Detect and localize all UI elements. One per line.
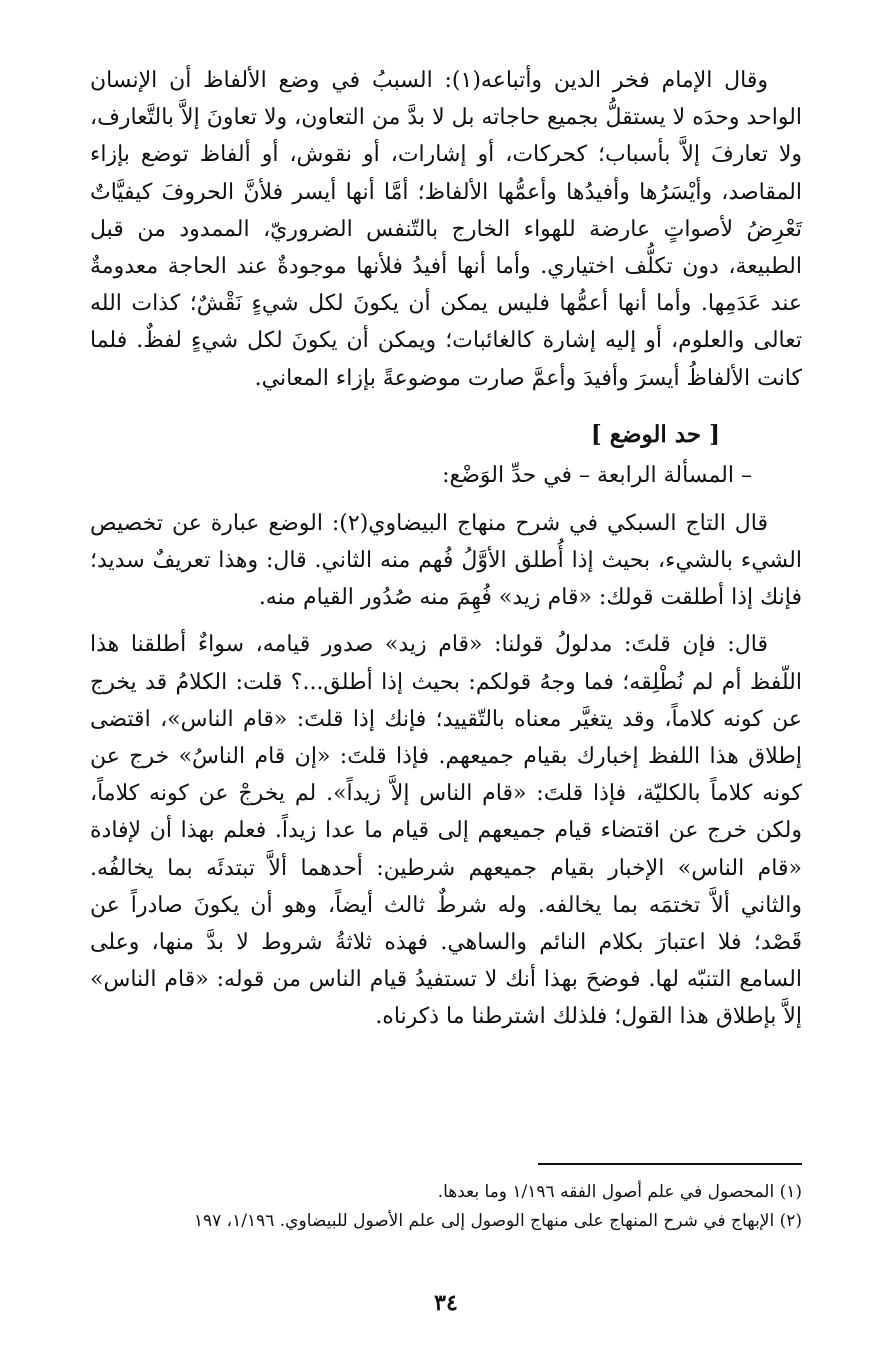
footnote-divider xyxy=(538,1163,802,1165)
spacer xyxy=(90,616,802,626)
paragraph-definition: قال التاج السبكي في شرح منهاج البيضاوي(٢): الوضع عبارة عن تخصيص الشيء بالشيء، بحيث إذا أُطلق الأوَّلُ فُهم منه الثاني. قال: وهذا تعريفٌ سديد؛ فإنك إذا أطلقت قولك: «قام زيد» فُهِمَ منه صُدُور القيام منه. xyxy=(90,510,802,611)
section-subheading: – المسألة الرابعة – في حدِّ الوَضْع: xyxy=(442,462,752,488)
footnotes xyxy=(90,1178,802,1236)
section-heading: [ حد الوضع ] xyxy=(590,420,720,448)
footnote-1: (١) المحصول في علم أصول الفقه ١/١٩٦ وما بعدها. xyxy=(437,1182,802,1202)
page-number: ٣٤ xyxy=(434,1290,458,1316)
paragraph-origin-of-words: وقال الإمام فخر الدين وأتباعه(١): السببُ في وضع الألفاظ أن الإنسان الواحد وحدَه لا يستقلُّ بجميع حاجاته بل لا بدَّ من التعاون، ولا تعاونَ إلاَّ بالتَّعارف، ولا تعارفَ إلاَّ بأسباب؛ كحركات، أو إشارات، أو نقوش، أو ألفاظ توضع بإزاء المقاصد، وأيْسَرُها وأفيدُها وأعمُّها الألفاظ؛ أمَّا أنها أيسر فلأنَّ الحروفَ كيفيَّاتٌ تَعْرِضُ لأصواتٍ عارضة للهواء الخارج بالتّنفس الضروريّ، الممدود من قبل الطبيعة، دون تكلُّف اختياري. وأما أنها أفيدُ فلأنها موجودةٌ عند الحاجة معدومةٌ عند عَدَمِها. وأما أنها أعمُّها فليس يمكن أن يكونَ لكل شيءٍ نَقْشٌ؛ كذات الله تعالى والعلوم، أو إليه إشارة كالغائبات؛ ويمكن أن يكونَ لكل شيءٍ لفظٌ. فلما كانت الألفاظُ أيسرَ وأفيدَ وأعمَّ صارت موضوعةً بإزاء المعاني. xyxy=(90,68,802,391)
page-body xyxy=(90,62,802,1352)
footnote-2: (٢) الإبهاج في شرح المنهاج على منهاج الوصول إلى علم الأصول للبيضاوي. ١/١٩٦، ١٩٧ xyxy=(193,1211,802,1231)
spacer xyxy=(90,495,802,505)
paragraph-discussion: قال: فإن قلتَ: مدلولُ قولنا: «قام زيد» صدور قيامه، سواءٌ أطلقنا هذا اللّفظ أم لم نُطْلِقه؛ فما وجهُ قولكم: بحيث إذا أطلق...؟ قلت: الكلامُ قد يخرج عن كونه كلاماً، وقد يتغيَّر معناه بالتّقييد؛ فإنك إذا قلتَ: «قام الناس»، اقتضى إطلاق هذا اللفظ إخبارك بقيام جميعهم. فإذا قلتَ: «إن قام الناسُ» خرج عن كونه كلاماً بالكليّة، فإذا قلتَ: «قام الناس إلاَّ زيداً». لم يخرجْ عن كونه كلاماً، ولكن خرج عن اقتضاء قيام جميعهم إلى قيام ما عدا زيداً. فعلم بهذا أن لإفادة «قام الناس» الإخبار بقيام جميعهم شرطين: أحدهما ألاَّ تبتدئَه بما يخالفُه. والثاني ألاَّ تختمَه بما يخالفه. وله شرطٌ ثالث أيضاً، وهو أن يكونَ صادراً عن قَصْد؛ فلا اعتبارَ بكلام النائم والساهي. فهذه ثلاثةُ شروط لا بدَّ منها، وعلى السامع التنبّه لها. فوضحَ بهذا أنك لا تستفيدُ قيام الناس من قوله: «قام الناس» إلاَّ بإطلاق هذا القول؛ فلذلك اشترطنا ما ذكرناه. xyxy=(90,632,802,1030)
